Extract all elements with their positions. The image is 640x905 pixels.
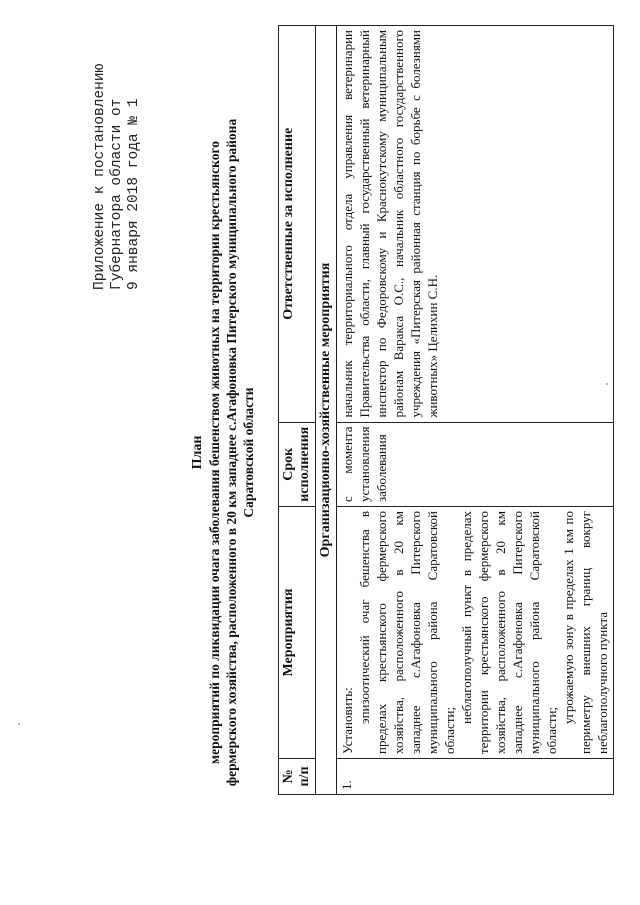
- title-line-2: фермерского хозяйства, расположенного в 20 км западнее с.Агафоновка Питерского муниципального района: [224, 118, 239, 787]
- header-num: № п/п: [279, 759, 316, 795]
- plan-table: [278, 25, 614, 795]
- row-responsible: начальник территориального отдела управления ветеринарии Правительства области, главный государственный ветеринарный инспектор по Федоровскому и Краснокутскому муниципальным районам Варакса О.С., начальник областного государственного учреждения «Питерская районная станция по борьбе с болезнями животных» Целихин С.Н.: [337, 26, 614, 423]
- section-row: [316, 26, 337, 795]
- row-action: [337, 507, 614, 759]
- header-responsible: Ответственные за исполнение: [279, 26, 316, 423]
- scan-speck: [606, 383, 608, 385]
- action-intro: Установить:: [340, 687, 355, 754]
- header-term: Срок исполнения: [279, 422, 316, 506]
- table-header-row: [279, 26, 316, 795]
- title-line-3: Саратовской области: [241, 387, 256, 518]
- row-num: 1.: [337, 759, 614, 795]
- appendix-note: [92, 20, 143, 290]
- section-title: Организационно-хозяйственные мероприятия: [316, 26, 337, 795]
- action-focus: эпизоотический очаг бешенства в пределах крестьянского фермерского хозяйства, расположенного в 20 км западнее с.Агафоновка Питерского муниципального района Саратовской области;: [357, 511, 457, 754]
- document-title: [190, 0, 257, 905]
- action-point: неблагополучный пункт в пределах территории крестьянского фермерского хозяйства, расположенного в 20 км западнее с.Агафоновка Питерского муниципального района Саратовской области;: [459, 511, 559, 754]
- appendix-line-2: Губернатора области от: [109, 98, 125, 290]
- appendix-line-3: 9 января 2018 года № 1: [126, 98, 142, 290]
- table-row: [337, 26, 614, 795]
- scan-speck: [18, 723, 20, 725]
- row-term: с момента установления заболевания: [337, 422, 614, 506]
- appendix-line-1: Приложение к постановлению: [92, 63, 108, 290]
- header-action: Мероприятия: [279, 507, 316, 759]
- title-heading: План: [190, 435, 205, 470]
- action-zone: угрожаемую зону в пределах 1 км по периметру внешних границ вокруг неблагополучного пункта: [561, 511, 610, 754]
- title-line-1: мероприятий по ликвидации очага заболевания бешенством животных на территории крестьянского: [207, 140, 222, 765]
